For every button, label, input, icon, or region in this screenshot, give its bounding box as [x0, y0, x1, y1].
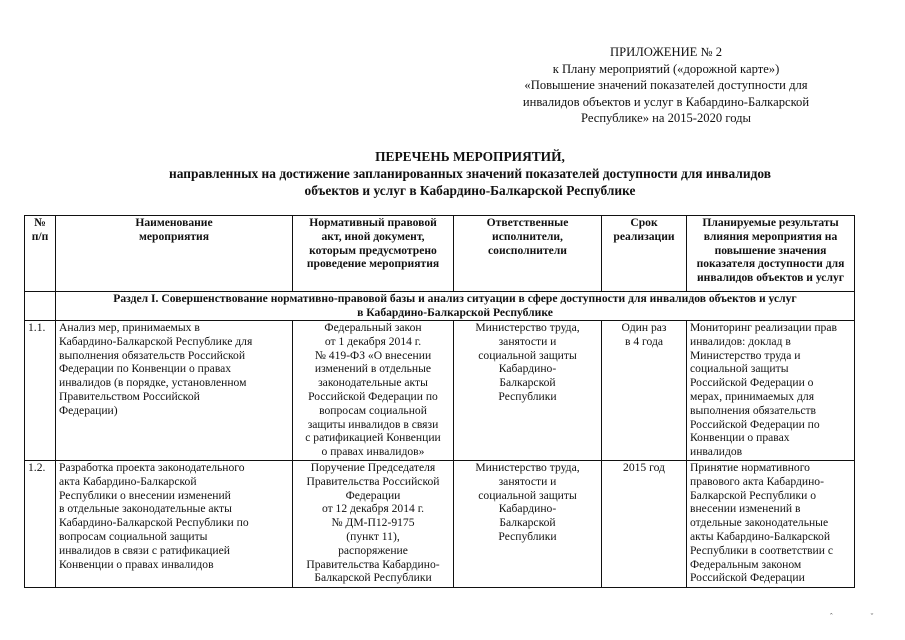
- table-header-row: [25, 216, 855, 292]
- scan-specks: ˆ ˇ: [830, 612, 874, 621]
- legal-act: Федеральный закон от 1 декабря 2014 г. № 419-ФЗ «О внесении изменений в отдельные законодательные акты Российской Федерации по вопросам социальной защиты инвалидов в связи с ратификацией Конвенции о правах инвалидов»: [293, 321, 454, 461]
- measures-table: [24, 215, 855, 588]
- header-results: Планируемые результаты влияния мероприятия на повышение значения показателя доступности для инвалидов объектов и услуг: [687, 216, 855, 292]
- measure-name: Разработка проекта законодательного акта Кабардино-Балкарской Республики о внесении изменений в отдельные законодательные акты Кабардино-Балкарской Республики по вопросам социальной защиты инвалидов в связи с ратификацией Конвенции о правах инвалидов: [56, 461, 293, 588]
- table-row: [25, 461, 855, 588]
- planned-result: Мониторинг реализации прав инвалидов: доклад в Министерство труда и социальной защиты Российской Федерации о мерах, принимаемых для выполнения обязательств Российской Федерации по Конвенции о правах инвалидов: [687, 321, 855, 461]
- annex-header: [488, 44, 844, 127]
- header-legal-act: Нормативный правовой акт, иной документ, которым предусмотрено проведение мероприятия: [293, 216, 454, 292]
- legal-act: Поручение Председателя Правительства Российской Федерации от 12 декабря 2014 г. № ДМ-П12-9175 (пункт 11), распоряжение Правительства Кабардино- Балкарской Республики: [293, 461, 454, 588]
- table-row: [25, 321, 855, 461]
- annex-line: ПРИЛОЖЕНИЕ № 2: [610, 45, 722, 59]
- executors: Министерство труда, занятости и социальной защиты Кабардино- Балкарской Республики: [454, 321, 602, 461]
- title-line: объектов и услуг в Кабардино-Балкарской Республике: [304, 183, 636, 198]
- header-number: № п/п: [25, 216, 56, 292]
- title-line: ПЕРЕЧЕНЬ МЕРОПРИЯТИЙ,: [375, 149, 565, 164]
- header-term: Срок реализации: [602, 216, 687, 292]
- annex-line: инвалидов объектов и услуг в Кабардино-Балкарской: [522, 94, 810, 109]
- executors: Министерство труда, занятости и социальной защиты Кабардино- Балкарской Республики: [454, 461, 602, 588]
- title-line: направленных на достижение запланированных значений показателей доступности для инвалидов: [169, 166, 771, 181]
- header-executors: Ответственные исполнители, соисполнители: [454, 216, 602, 292]
- term: Один раз в 4 года: [602, 321, 687, 461]
- document-title: [90, 148, 850, 199]
- row-number: 1.1.: [25, 321, 56, 461]
- term: 2015 год: [602, 461, 687, 588]
- planned-result: Принятие нормативного правового акта Кабардино- Балкарской Республики о внесении изменений в отдельные законодательные акты Кабардино-Балкарской Республики в соответствии с Федеральным законом Российской Федерации: [687, 461, 855, 588]
- section-row: [25, 292, 855, 321]
- section-title: Раздел I. Совершенствование нормативно-правовой базы и анализ ситуации в сфере доступности для инвалидов объектов и услуг в Кабардино-Балкарской Республике: [56, 292, 855, 321]
- row-number: 1.2.: [25, 461, 56, 588]
- annex-line: «Повышение значений показателей доступности для: [524, 78, 808, 93]
- annex-line: Республике» на 2015-2020 годы: [580, 111, 751, 126]
- annex-line: к Плану мероприятий («дорожной карте»): [552, 61, 780, 76]
- header-measure-name: Наименование мероприятия: [56, 216, 293, 292]
- measure-name: Анализ мер, принимаемых в Кабардино-Балкарской Республике для выполнения обязательств Российской Федерации по Конвенции о правах инвалидов (в порядке, установленном Правительством Российской Федерации): [56, 321, 293, 461]
